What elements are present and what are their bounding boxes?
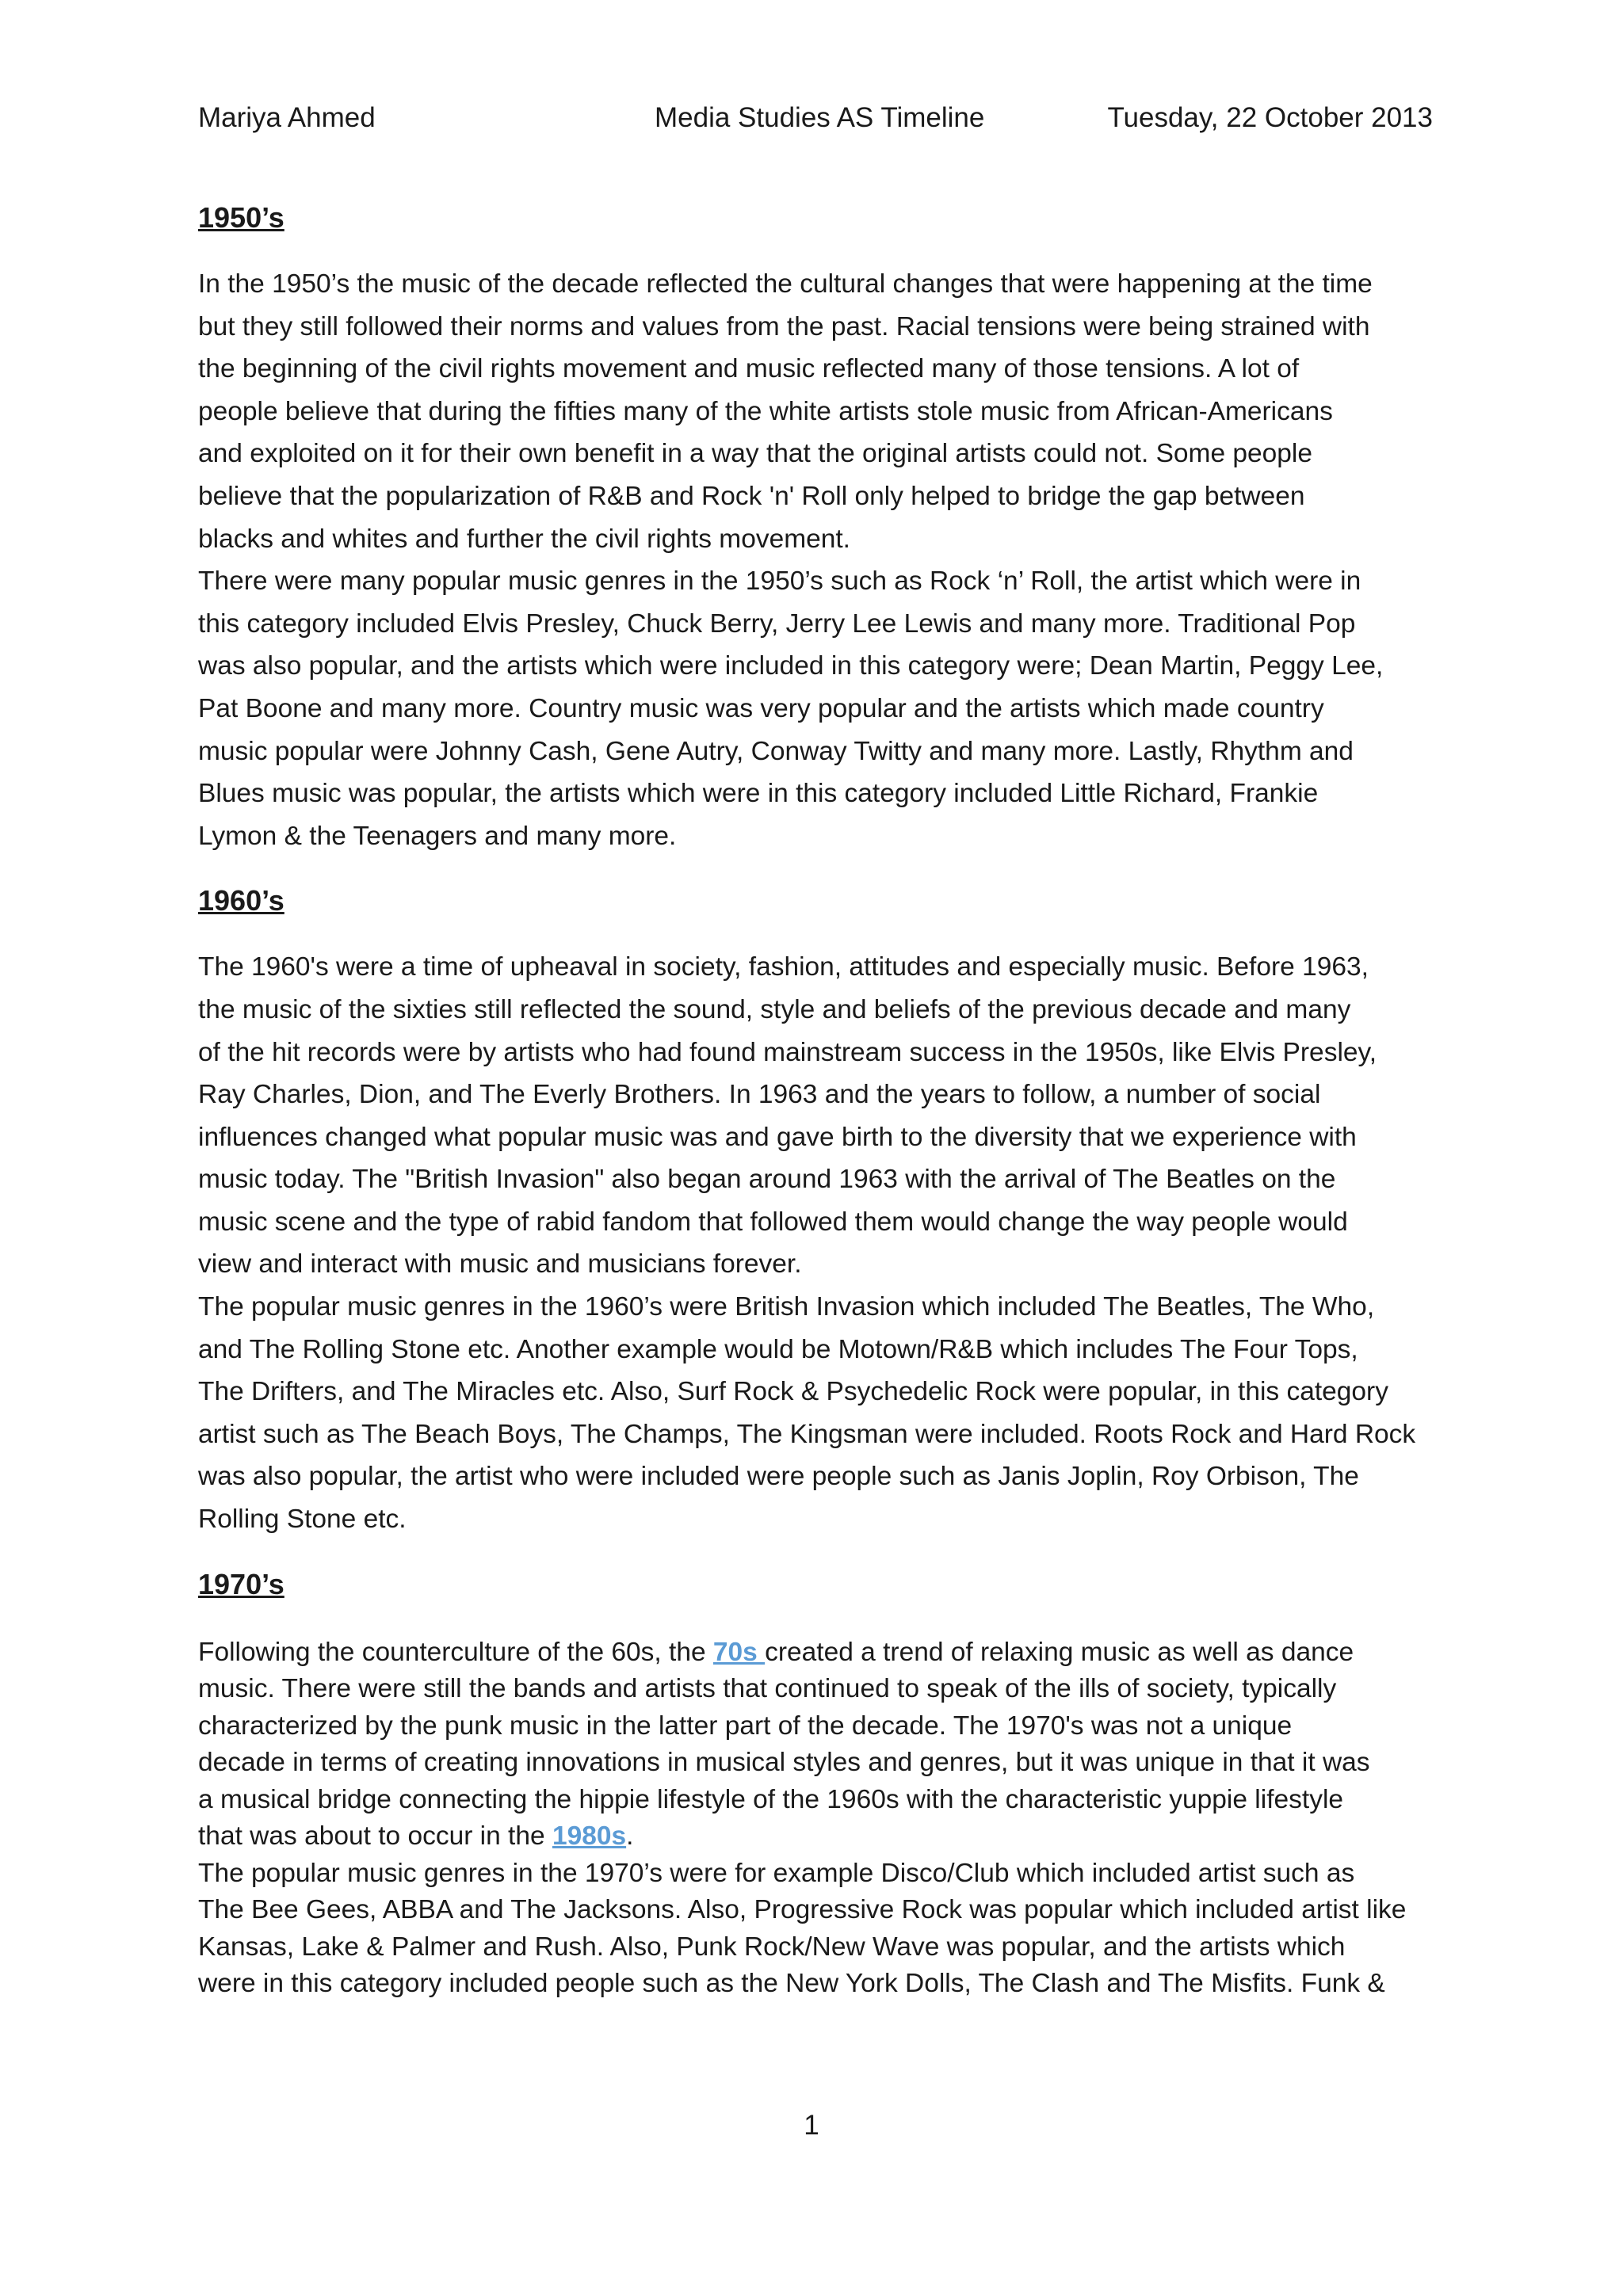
header-date: Tuesday, 22 October 2013 <box>1107 102 1433 133</box>
text-segment: . <box>626 1821 634 1852</box>
text-line <box>198 1818 1434 1855</box>
text-line: but they still followed their norms and values from the past. Racial tensions were being strained with <box>198 311 1370 341</box>
text-line: music popular were Johnny Cash, Gene Autry, Conway Twitty and many more. Lastly, Rhythm and <box>198 736 1354 766</box>
text-line: decade in terms of creating innovations in musical styles and genres, but it was unique in that it was <box>198 1748 1370 1778</box>
text-line: this category included Elvis Presley, Chuck Berry, Jerry Lee Lewis and many more. Traditional Pop <box>198 608 1356 639</box>
paragraph-1960s-intro <box>198 946 1434 1286</box>
paragraph-1970s-intro <box>198 1634 1434 1855</box>
page-header <box>198 98 1433 138</box>
text-line: Lymon & the Teenagers and many more. <box>198 821 677 851</box>
text-line: and exploited on it for their own benefit in a way that the original artists could not. Some people <box>198 439 1312 469</box>
header-author: Mariya Ahmed <box>198 102 376 133</box>
text-line: Rolling Stone etc. <box>198 1505 407 1535</box>
document-body <box>198 196 1434 2003</box>
text-line: were in this category included people such as the New York Dolls, The Clash and The Misfits. Funk & <box>198 1969 1385 1999</box>
text-segment: created a trend of relaxing music as well as dance <box>765 1637 1354 1667</box>
text-line: blacks and whites and further the civil rights movement. <box>198 524 850 554</box>
text-line: was also popular, and the artists which were included in this category were; Dean Martin, Peggy Lee, <box>198 651 1384 681</box>
section-title-1970s: 1970’s <box>198 1567 285 1600</box>
text-line: The popular music genres in the 1970’s were for example Disco/Club which included artist such as <box>198 1858 1355 1888</box>
page-number: 1 <box>804 2110 819 2141</box>
text-line <box>198 1634 1434 1672</box>
text-segment: Following the counterculture of the 60s, the <box>198 1637 713 1667</box>
text-line: music scene and the type of rabid fandom that followed them would change the way people would <box>198 1207 1348 1237</box>
paragraph-1970s-genres <box>198 1855 1434 2003</box>
paragraph-1950s-genres <box>198 560 1434 857</box>
text-line: the music of the sixties still reflected the sound, style and beliefs of the previous decade and many <box>198 994 1351 1024</box>
text-segment: that was about to occur in the <box>198 1821 552 1852</box>
paragraph-1950s-intro <box>198 263 1434 560</box>
text-line: the beginning of the civil rights movement and music reflected many of those tensions. A lot of <box>198 354 1300 384</box>
text-line: view and interact with music and musicians forever. <box>198 1249 802 1280</box>
text-line: Kansas, Lake & Palmer and Rush. Also, Punk Rock/New Wave was popular, and the artists which <box>198 1932 1346 1962</box>
text-line: Ray Charles, Dion, and The Everly Brothers. In 1963 and the years to follow, a number of social <box>198 1080 1321 1110</box>
text-line: of the hit records were by artists who had found mainstream success in the 1950s, like Elvis Presley, <box>198 1037 1377 1067</box>
text-line: believe that the popularization of R&B and Rock 'n' Roll only helped to bridge the gap between <box>198 481 1305 511</box>
paragraph-1960s-genres <box>198 1286 1434 1541</box>
text-line: There were many popular music genres in the 1950’s such as Rock ‘n’ Roll, the artist which were in <box>198 566 1361 597</box>
text-line: The Bee Gees, ABBA and The Jacksons. Also, Progressive Rock was popular which included artist like <box>198 1895 1407 1925</box>
link-1980s[interactable]: 1980s <box>552 1821 627 1852</box>
text-line: music. There were still the bands and artists that continued to speak of the ills of society, typically <box>198 1674 1337 1704</box>
section-title-1950s: 1950’s <box>198 201 285 234</box>
text-line: people believe that during the fifties many of the white artists stole music from African-Americans <box>198 396 1333 426</box>
text-line: artist such as The Beach Boys, The Champs, The Kingsman were included. Roots Rock and Hard Rock <box>198 1419 1416 1449</box>
header-title: Media Studies AS Timeline <box>655 102 985 133</box>
text-line: The 1960's were a time of upheaval in society, fashion, attitudes and especially music. Before 1963, <box>198 952 1369 982</box>
text-line: In the 1950’s the music of the decade reflected the cultural changes that were happening at the time <box>198 269 1373 299</box>
text-line: influences changed what popular music was and gave birth to the diversity that we experience with <box>198 1122 1357 1152</box>
text-line: and The Rolling Stone etc. Another example would be Motown/R&B which includes The Four Tops, <box>198 1334 1358 1364</box>
text-line: music today. The "British Invasion" also began around 1963 with the arrival of The Beatles on the <box>198 1165 1336 1195</box>
text-line: The Drifters, and The Miracles etc. Also, Surf Rock & Psychedelic Rock were popular, in this category <box>198 1377 1388 1407</box>
text-line: The popular music genres in the 1960’s were British Invasion which included The Beatles, The Who, <box>198 1292 1375 1322</box>
link-70s[interactable]: 70s <box>712 1637 766 1667</box>
text-line: Pat Boone and many more. Country music was very popular and the artists which made country <box>198 693 1324 723</box>
text-line: a musical bridge connecting the hippie lifestyle of the 1960s with the characteristic yuppie lifestyle <box>198 1784 1344 1814</box>
text-line: characterized by the punk music in the latter part of the decade. The 1970's was not a unique <box>198 1711 1293 1741</box>
section-title-1960s: 1960’s <box>198 884 285 917</box>
text-line: was also popular, the artist who were included were people such as Janis Joplin, Roy Orbison, The <box>198 1462 1359 1492</box>
text-line: Blues music was popular, the artists which were in this category included Little Richard, Frankie <box>198 779 1319 809</box>
